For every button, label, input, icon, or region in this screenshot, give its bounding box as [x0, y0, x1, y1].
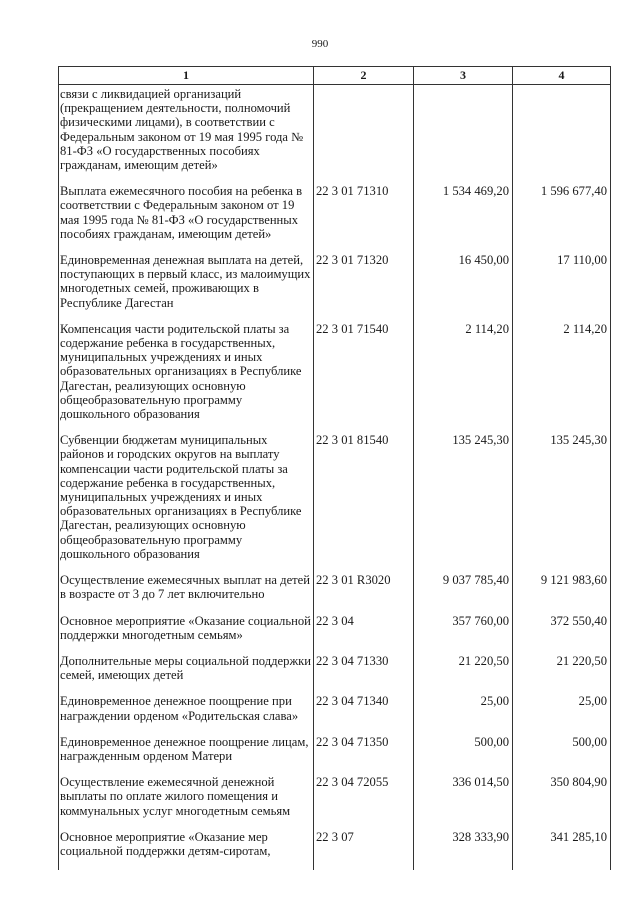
row-code: 22 3 04	[314, 614, 414, 654]
row-value-1: 357 760,00	[414, 614, 513, 654]
row-code: 22 3 04 72055	[314, 775, 414, 830]
table-row	[59, 830, 611, 870]
row-value-2: 17 110,00	[513, 253, 611, 322]
row-code: 22 3 01 71540	[314, 322, 414, 433]
row-value-1: 328 333,90	[414, 830, 513, 870]
row-code: 22 3 04 71330	[314, 654, 414, 694]
row-value-2: 350 804,90	[513, 775, 611, 830]
row-value-2: 25,00	[513, 694, 611, 734]
row-value-1: 21 220,50	[414, 654, 513, 694]
row-code: 22 3 07	[314, 830, 414, 870]
row-value-2: 2 114,20	[513, 322, 611, 433]
row-value-2: 9 121 983,60	[513, 573, 611, 613]
row-description: Осуществление ежемесячной денежной выплаты по оплате жилого помещения и коммунальных услуг многодетным семьям	[59, 775, 314, 830]
row-value-1: 25,00	[414, 694, 513, 734]
row-code: 22 3 01 R3020	[314, 573, 414, 613]
row-value-1: 500,00	[414, 735, 513, 775]
table-row	[59, 775, 611, 830]
row-value-1: 336 014,50	[414, 775, 513, 830]
table-row	[59, 694, 611, 734]
row-description: Единовременное денежное поощрение лицам, награжденным орденом Матери	[59, 735, 314, 775]
table-row	[59, 184, 611, 253]
row-code: 22 3 01 71320	[314, 253, 414, 322]
row-value-2: 1 596 677,40	[513, 184, 611, 253]
row-value-1: 135 245,30	[414, 433, 513, 573]
page-number: 990	[311, 38, 329, 50]
row-code: 22 3 01 81540	[314, 433, 414, 573]
row-description: Компенсация части родительской платы за содержание ребенка в государственных, муниципальных учреждениях и иных образовательных организациях в Республике Дагестан, реализующих основную общеобразовательную программу дошкольного образования	[59, 322, 314, 433]
row-code: 22 3 01 71310	[314, 184, 414, 253]
row-description: Основное мероприятие «Оказание мер социальной поддержки детям-сиротам,	[59, 830, 314, 870]
row-description: связи с ликвидацией организаций (прекращением деятельности, полномочий физическими лицами), в соответствии с Федеральным законом от 19 мая 1995 года № 81-ФЗ «О государственных пособиях гражданам, имеющим детей»	[59, 85, 314, 185]
row-code	[314, 85, 414, 185]
row-code: 22 3 04 71350	[314, 735, 414, 775]
row-value-1: 16 450,00	[414, 253, 513, 322]
table-row	[59, 253, 611, 322]
table-row	[59, 85, 611, 185]
column-header-1: 1	[59, 67, 314, 85]
row-value-2: 372 550,40	[513, 614, 611, 654]
row-description: Единовременное денежное поощрение при награждении орденом «Родительская слава»	[59, 694, 314, 734]
row-value-2: 135 245,30	[513, 433, 611, 573]
row-description: Субвенции бюджетам муниципальных районов и городских округов на выплату компенсации части родительской платы за содержание ребенка в государственных, муниципальных учреждениях и иных образовательных организациях в Республике Дагестан, реализующих основную общеобразовательную программу дошкольного образования	[59, 433, 314, 573]
column-header-2: 2	[314, 67, 414, 85]
row-description: Единовременная денежная выплата на детей, поступающих в первый класс, из малоимущих многодетных семей, проживающих в Республике Дагестан	[59, 253, 314, 322]
column-header-3: 3	[414, 67, 513, 85]
row-code: 22 3 04 71340	[314, 694, 414, 734]
row-value-1: 1 534 469,20	[414, 184, 513, 253]
row-description: Выплата ежемесячного пособия на ребенка в соответствии с Федеральным законом от 19 мая 1995 года № 81-ФЗ «О государственных пособиях гражданам, имеющим детей»	[59, 184, 314, 253]
table-row	[59, 735, 611, 775]
row-value-2: 341 285,10	[513, 830, 611, 870]
table-row	[59, 654, 611, 694]
row-value-2	[513, 85, 611, 185]
row-description: Осуществление ежемесячных выплат на детей в возрасте от 3 до 7 лет включительно	[59, 573, 314, 613]
table-row	[59, 322, 611, 433]
table-row	[59, 614, 611, 654]
table-row	[59, 573, 611, 613]
table-header-row	[59, 67, 611, 85]
row-value-2: 500,00	[513, 735, 611, 775]
row-description: Дополнительные меры социальной поддержки семей, имеющих детей	[59, 654, 314, 694]
table-row	[59, 433, 611, 573]
row-value-1: 2 114,20	[414, 322, 513, 433]
row-value-1	[414, 85, 513, 185]
row-value-1: 9 037 785,40	[414, 573, 513, 613]
row-description: Основное мероприятие «Оказание социальной поддержки многодетным семьям»	[59, 614, 314, 654]
column-header-4: 4	[513, 67, 611, 85]
budget-table	[58, 66, 611, 870]
row-value-2: 21 220,50	[513, 654, 611, 694]
